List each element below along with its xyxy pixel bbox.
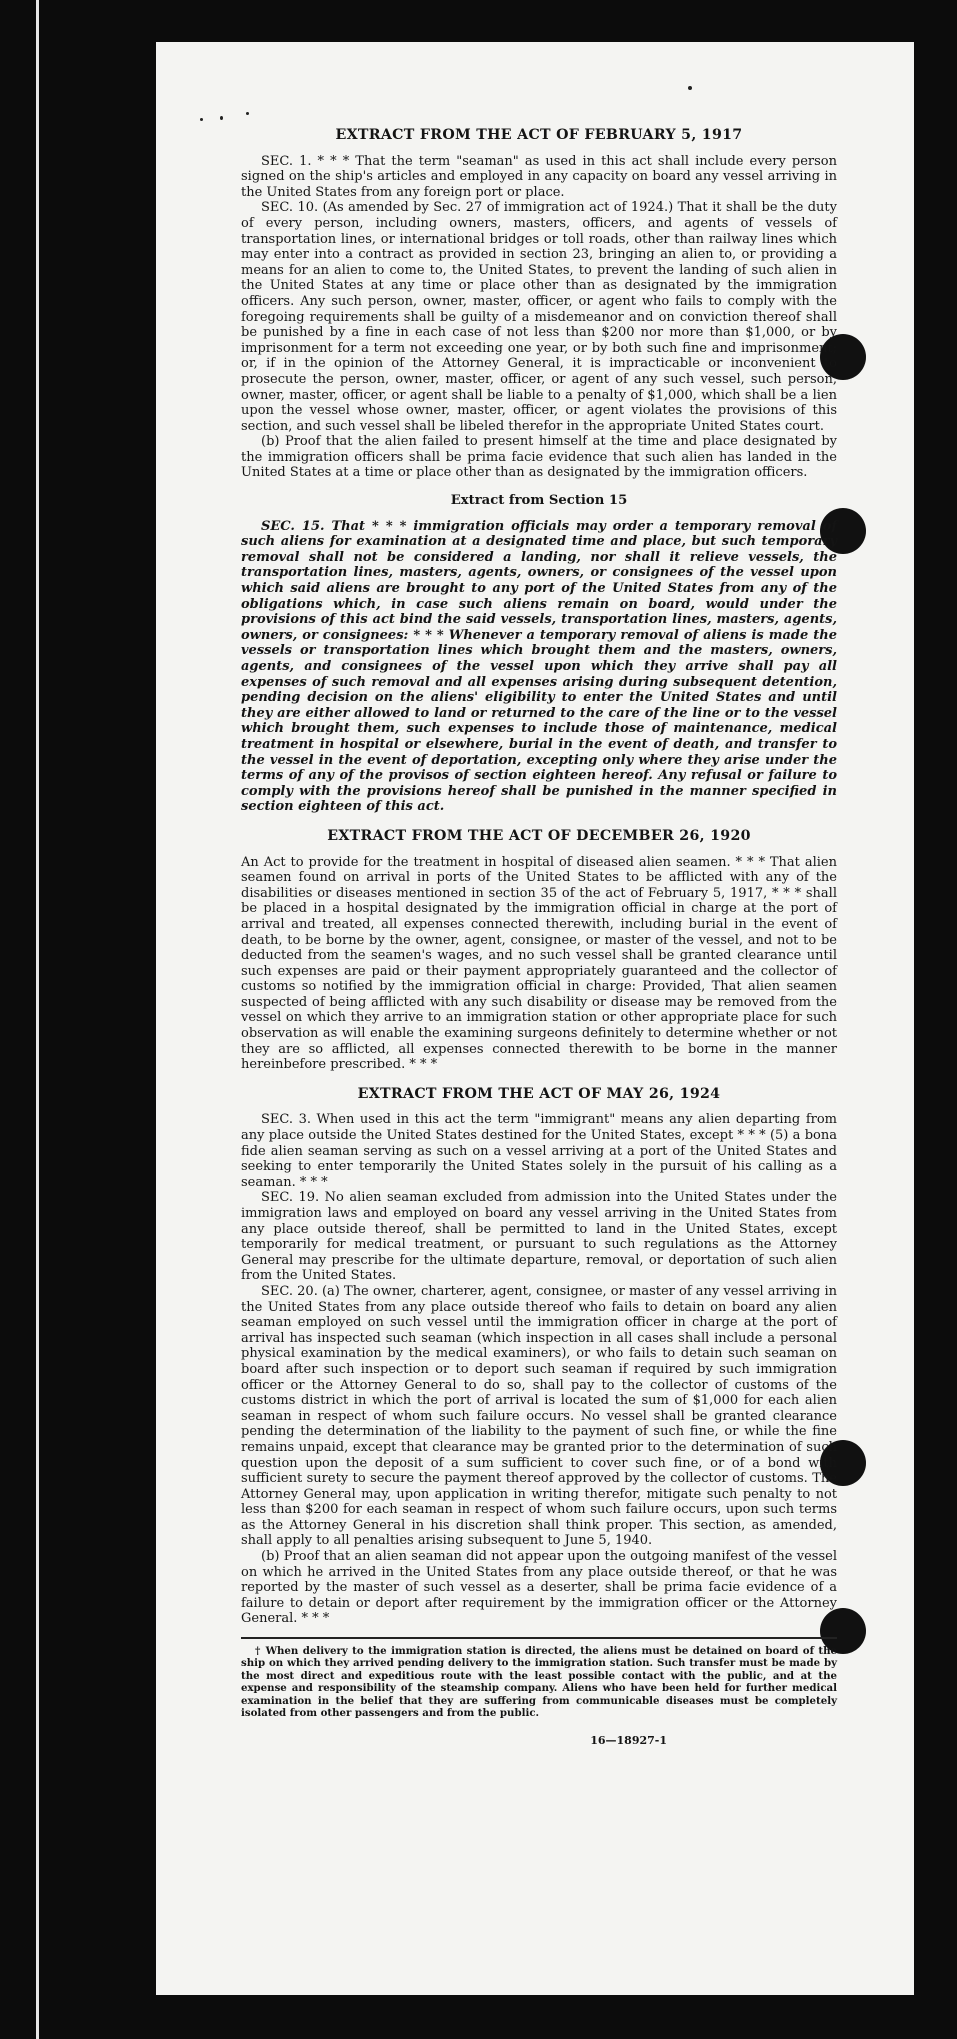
document-page bbox=[156, 42, 914, 1995]
section-paragraph: (b) Proof that the alien failed to present himself at the time and place designated by the immigration officers shall be prima facie evidence that such alien has landed in the United States at a time or place other than as designated by the immigration officers. bbox=[241, 434, 837, 481]
section-heading: EXTRACT FROM THE ACT OF DECEMBER 26, 1920 bbox=[327, 827, 751, 844]
section-paragraph: (b) Proof that an alien seaman did not appear upon the outgoing manifest of the vessel on which he arrived in the United States from any place outside thereof, or that he was reported by the master of such vessel as a deserter, shall be prima facie evidence of a failure to detain or deport after requirement by the immigration officer or the Attorney General. * * * bbox=[241, 1549, 837, 1627]
footnote-divider bbox=[241, 1637, 837, 1639]
document-body bbox=[241, 128, 837, 1749]
section-paragraph: SEC. 19. No alien seaman excluded from admission into the United States under the immigration laws and employed on board any vessel arriving in the United States from any place outside thereof, shall be permitted to land in the United States, except temporarily for medical treatment, or pursuant to such regulations as the Attorney General may prescribe for the ultimate departure, removal, or deportation of such alien from the United States. bbox=[241, 1190, 837, 1284]
section-paragraph: SEC. 3. When used in this act the term "immigrant" means any alien departing from any place outside the United States destined for the United States, except * * * (5) a bona fide alien seaman serving as such on a vessel arriving at a port of the United States and seeking to enter temporarily the United States solely in the pursuit of his calling as a seaman. * * * bbox=[241, 1112, 837, 1190]
document-number: 16—18927-1 bbox=[590, 1734, 667, 1748]
film-edge-strip bbox=[36, 0, 39, 2039]
section-paragraph: SEC. 20. (a) The owner, charterer, agent, consignee, or master of any vessel arriving in the United States from any place outside thereof who fails to detain on board any alien seaman employed on such vessel until the immigration officer in charge at the port of arrival has inspected such seaman (which inspection in all cases shall include a personal physical examination by the medical examiners), or who fails to detain such seaman on board after such inspection or to deport such seaman if required by such immigration officer or the Attorney General to do so, shall pay to the collector of customs of the customs district in which the port of arrival is located the sum of $1,000 for each alien seaman in respect of whom such failure occurs. No vessel shall be granted clearance pending the determination of the liability to the payment of such fine, or while the fine remains unpaid, except that clearance may be granted prior to the determination of such question upon the deposit of a sum sufficient to cover such fine, or of a bond with sufficient surety to secure the payment thereof approved by the collector of customs. The Attorney General may, upon application in writing therefor, mitigate such penalty to not less than $200 for each seaman in respect of whom such failure occurs, upon such terms as the Attorney General in his discretion shall think proper. This section, as amended, shall apply to all penalties arising subsequent to June 5, 1940. bbox=[241, 1283, 837, 1549]
speck bbox=[688, 86, 692, 90]
speck bbox=[246, 112, 249, 115]
footnote: † When delivery to the immigration station is directed, the aliens must be detained on board of the ship on which they arrived pending delivery to the immigration station. Such transfer must be made by the most direct and expeditious route with the least possible contact with the public, and at the expense and responsibility of the steamship company. Aliens who have been held for further medical examination in the belief that they are suffering from communicable diseases must be completely isolated from other passengers and from the public. bbox=[241, 1645, 837, 1720]
section-paragraph: An Act to provide for the treatment in hospital of diseased alien seamen. * * * That alien seamen found on arrival in ports of the United States to be afflicted with any of the disabilities or diseases mentioned in section 35 of the act of February 5, 1917, * * * shall be placed in a hospital designated by the immigration official in charge at the port of arrival and treated, all expenses connected therewith, including burial in the event of death, to be borne by the owner, agent, consignee, or master of the vessel, and not to be deducted from the seamen's wages, and no such vessel shall be granted clearance until such expenses are paid or their payment appropriately guaranteed and the collector of customs so notified by the immigration official in charge: Provided, That alien seamen suspected of being afflicted with any such disability or disease may be removed from the vessel on which they arrive to an immigration station or other appropriate place for such observation as will enable the examining surgeons definitely to determine whether or not they are so afflicted, all expenses connected therewith to be borne in the manner hereinbefore prescribed. * * * bbox=[241, 854, 837, 1073]
section-subheading: Extract from Section 15 bbox=[450, 493, 628, 509]
section-paragraph-italic: SEC. 15. That * * * immigration officials may order a temporary removal of such aliens for examination at a designated time and place, but such temporary removal shall not be considered a landing, nor shall it relieve vessels, the transportation lines, masters, agents, owners, or consignees of the vessel upon which said aliens are brought to any port of the United States from any of the obligations which, in case such aliens remain on board, would under the provisions of this act bind the said vessels, transportation lines, masters, agents, owners, or consignees: * * * Whenever a temporary removal of aliens is made the vessels or transportation lines which brought them and the masters, owners, agents, and consignees of the vessel upon which they arrive shall pay all expenses of such removal and all expenses arising during subsequent detention, pending decision on the aliens' eligibility to enter the United States and until they are either allowed to land or returned to the care of the line or to the vessel which brought them, such expenses to include those of maintenance, medical treatment in hospital or elsewhere, burial in the event of death, and transfer to the vessel in the event of deportation, excepting only where they arise under the terms of any of the provisos of section eighteen hereof. Any refusal or failure to comply with the provisions hereof shall be punished in the manner specified in section eighteen of this act. bbox=[241, 518, 837, 815]
section-paragraph: SEC. 10. (As amended by Sec. 27 of immigration act of 1924.) That it shall be the duty of every person, including owners, masters, officers, and agents of vessels of transportation lines, or international bridges or toll roads, other than railway lines which may enter into a contract as provided in section 23, bringing an alien to, or providing a means for an alien to come to, the United States, to prevent the landing of such alien in the United States at any time or place other than as designated by the immigration officers. Any such person, owner, master, officer, or agent who fails to comply with the foregoing requirements shall be guilty of a misdemeanor and on conviction thereof shall be punished by a fine in each case of not less than $200 nor more than $1,000, or by imprisonment for a term not exceeding one year, or by both such fine and imprisonment; or, if in the opinion of the Attorney General, it is impracticable or inconvenient to prosecute the person, owner, master, officer, or agent of any such vessel, such person, owner, master, officer, or agent shall be liable to a penalty of $1,000, which shall be a lien upon the vessel whose owner, master, officer, or agent violates the provisions of this section, and such vessel shall be libeled therefor in the appropriate United States court. bbox=[241, 200, 837, 434]
speck bbox=[220, 116, 223, 120]
section-heading: EXTRACT FROM THE ACT OF MAY 26, 1924 bbox=[357, 1085, 721, 1102]
section-paragraph: SEC. 1. * * * That the term "seaman" as used in this act shall include every person signed on the ship's articles and employed in any capacity on board any vessel arriving in the United States from any foreign port or place. bbox=[241, 153, 837, 200]
section-heading: EXTRACT FROM THE ACT OF FEBRUARY 5, 1917 bbox=[335, 127, 743, 143]
speck bbox=[200, 118, 203, 121]
